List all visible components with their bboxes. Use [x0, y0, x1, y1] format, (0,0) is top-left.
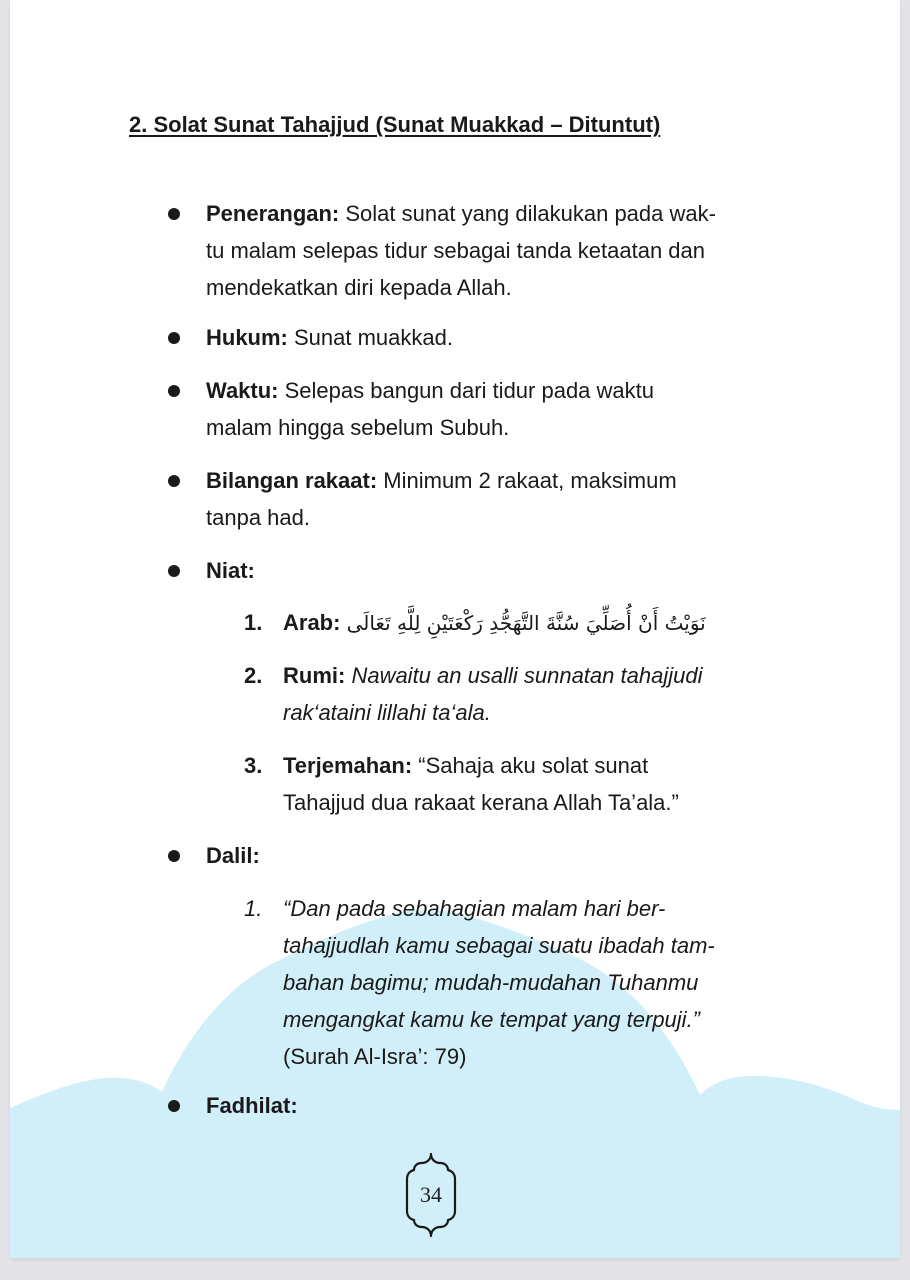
list-item-penerangan — [206, 195, 766, 306]
quote-line: “Dan pada sebahagian malam hari ber- — [283, 896, 666, 921]
bullet-dot — [168, 565, 180, 577]
item-text: Sunat muakkad. — [287, 325, 453, 350]
item-label: Penerangan: — [206, 201, 340, 226]
item-label: Bilangan rakaat: — [206, 468, 378, 493]
arabic-text: نَوَيْتُ أَنْ أُصَلِّيَ سُنَّةَ التَّهَجُّدِ رَكْعَتَيْنِ لِلَّهِ تَعَالَى — [346, 611, 706, 635]
quote-line: mengangkat kamu ke tempat yang terpuji.” — [283, 1007, 701, 1032]
item-label: Terjemahan: — [283, 753, 413, 778]
bullet-dot — [168, 208, 180, 220]
page-number-badge — [404, 1152, 458, 1238]
list-number: 3. — [244, 753, 263, 778]
list-number: 1. — [244, 610, 263, 635]
quote-line: tahajjudlah kamu sebagai suatu ibadah tam- — [283, 933, 715, 958]
dalil-quote — [283, 890, 763, 1075]
item-label: Arab: — [283, 610, 341, 635]
document-page — [10, 0, 900, 1258]
section-title: 2. Solat Sunat Tahajjud (Sunat Muakkad – Dituntut) — [129, 112, 661, 137]
item-text: Minimum 2 rakaat, maksimum — [377, 468, 677, 493]
item-text: malam hingga sebelum Subuh. — [206, 415, 510, 440]
list-number: 2. — [244, 663, 263, 688]
list-item-waktu — [206, 372, 766, 446]
page-number: 34 — [420, 1182, 442, 1207]
list-item-dalil — [206, 837, 766, 874]
item-text: Selepas bangun dari tidur pada waktu — [278, 378, 654, 403]
item-text: tanpa had. — [206, 505, 310, 530]
bullet-dot — [168, 332, 180, 344]
bullet-dot — [168, 1100, 180, 1112]
item-text: tu malam selepas tidur sebagai tanda ketaatan dan — [206, 238, 705, 263]
list-item-hukum — [206, 319, 766, 356]
item-text: mendekatkan diri kepada Allah. — [206, 275, 512, 300]
bullet-dot — [168, 385, 180, 397]
item-label: Dalil: — [206, 843, 260, 868]
list-number: 1. — [244, 896, 263, 921]
item-text: “Sahaja aku solat sunat — [412, 753, 649, 778]
item-text: Tahajjud dua rakaat kerana Allah Ta’ala.” — [283, 790, 679, 815]
niat-item-terjemahan — [283, 747, 763, 821]
item-label: Waktu: — [206, 378, 279, 403]
item-text: rak‘ataini lillahi ta‘ala. — [283, 700, 491, 725]
bullet-dot — [168, 475, 180, 487]
niat-item-rumi — [283, 657, 763, 731]
quote-reference: (Surah Al-Isra’: 79) — [283, 1044, 467, 1069]
quote-line: bahan bagimu; mudah-mudahan Tuhanmu — [283, 970, 699, 995]
list-item-niat — [206, 552, 766, 589]
item-label: Fadhilat: — [206, 1093, 298, 1118]
item-text: Solat sunat yang dilakukan pada wak- — [339, 201, 716, 226]
niat-item-arab — [283, 604, 763, 642]
item-label: Hukum: — [206, 325, 288, 350]
item-text: Nawaitu an usalli sunnatan tahajjudi — [345, 663, 703, 688]
item-label: Niat: — [206, 558, 255, 583]
list-item-bilangan-rakaat — [206, 462, 766, 536]
list-item-fadhilat — [206, 1087, 766, 1124]
bullet-dot — [168, 850, 180, 862]
item-label: Rumi: — [283, 663, 346, 688]
